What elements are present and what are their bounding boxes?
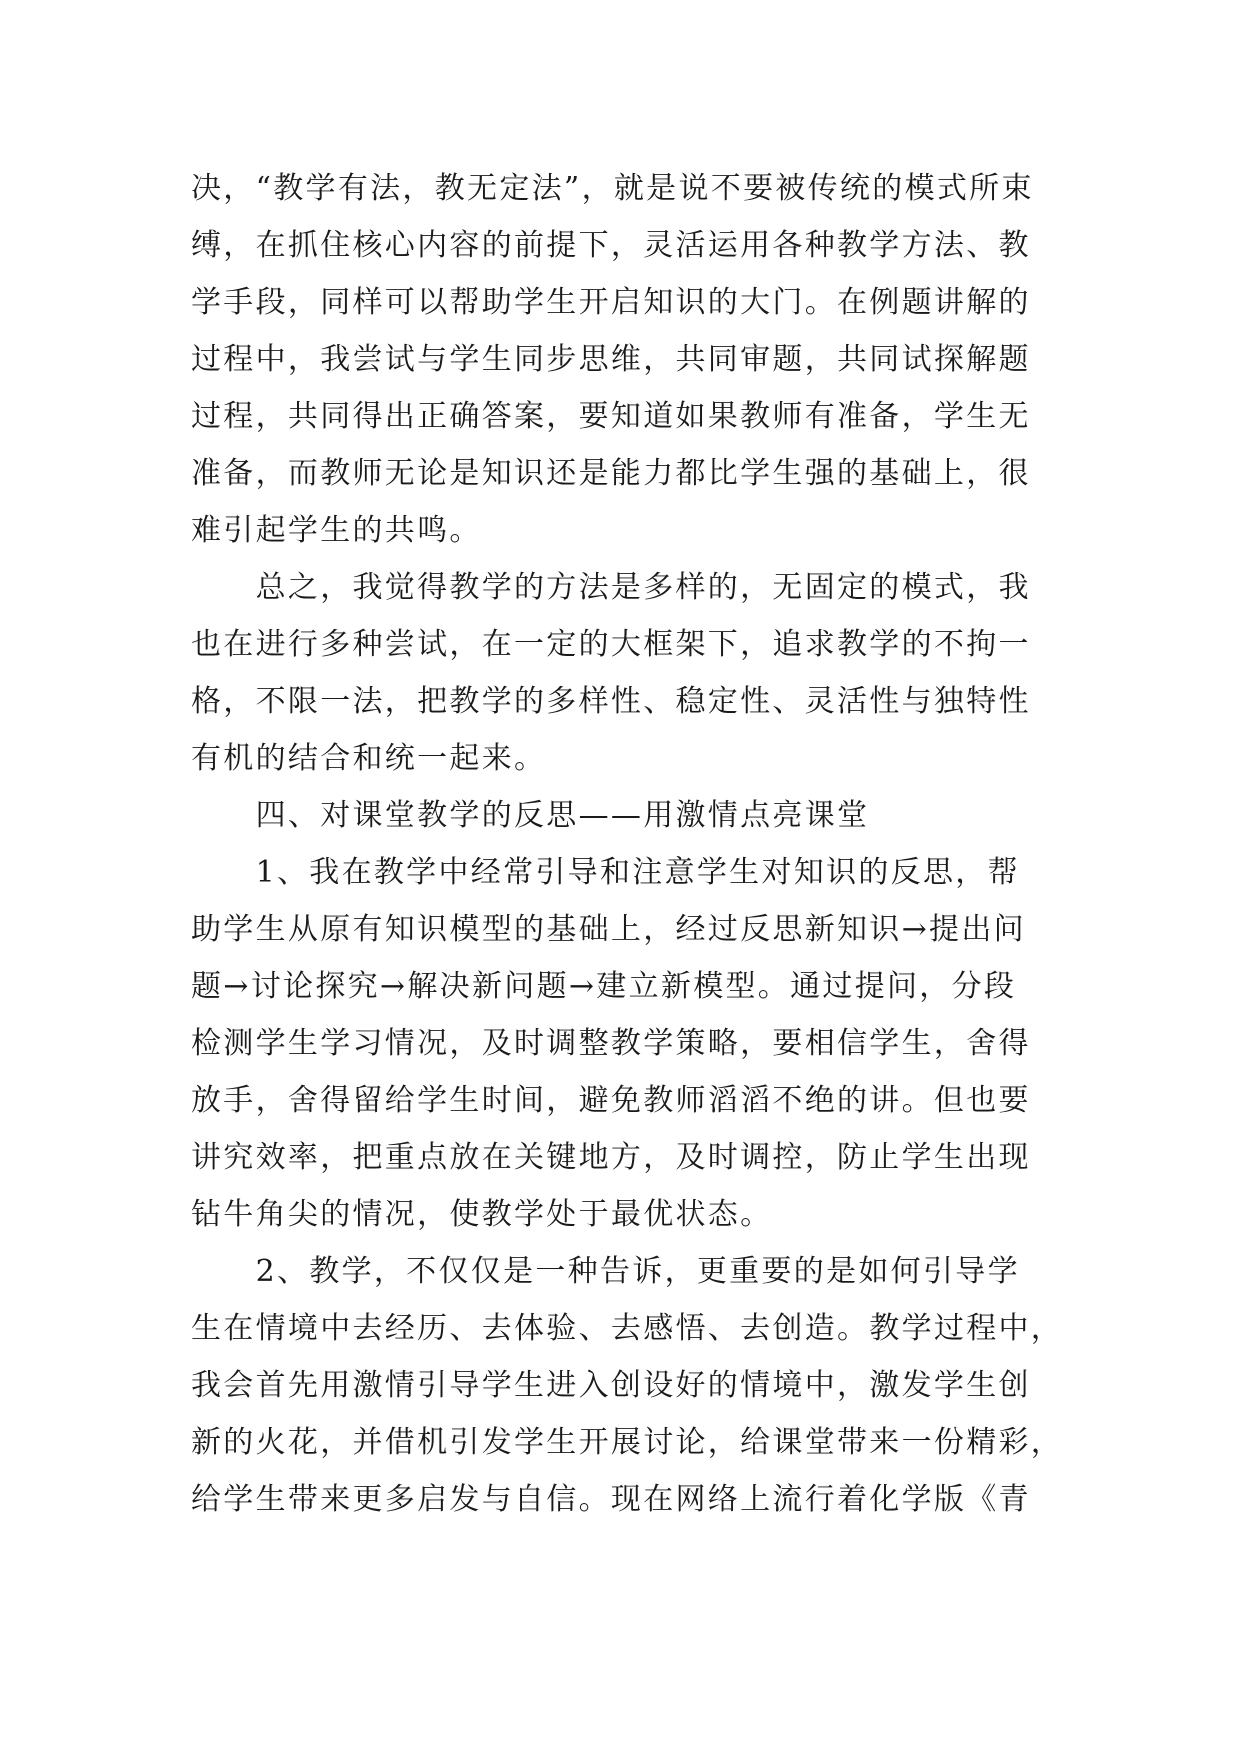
text-line: 生在情境中去经历、去体验、去感悟、去创造。教学过程中，	[191, 1311, 1064, 1346]
text-line: 准备，而教师无论是知识还是能力都比学生强的基础上，很	[191, 456, 1031, 491]
text-line: 有机的结合和统一起来。	[191, 741, 547, 776]
paragraph-item-1-line: 1、我在教学中经常引导和注意学生对知识的反思，帮	[191, 855, 1020, 890]
text-line: 检测学生学习情况，及时调整教学策略，要相信学生，舍得	[191, 1026, 1031, 1061]
paragraph-item-2-line: 2、教学，不仅仅是一种告诉，更重要的是如何引导学	[191, 1254, 1020, 1289]
text-line: 我会首先用激情引导学生进入创设好的情境中，激发学生创	[191, 1368, 1031, 1403]
text-line: 新的火花，并借机引发学生开展讨论，给课堂带来一份精彩，	[191, 1425, 1064, 1460]
text-line: 缚，在抓住核心内容的前提下，灵活运用各种教学方法、教	[191, 228, 1031, 263]
text-line: 放手，舍得留给学生时间，避免教师滔滔不绝的讲。但也要	[191, 1083, 1031, 1118]
paragraph-summary-line: 总之，我觉得教学的方法是多样的，无固定的模式，我	[191, 570, 1031, 605]
text-line: 学手段，同样可以帮助学生开启知识的大门。在例题讲解的	[191, 285, 1031, 320]
section-heading: 四、对课堂教学的反思——用激情点亮课堂	[191, 798, 870, 833]
text-line: 也在进行多种尝试，在一定的大框架下，追求教学的不拘一	[191, 627, 1031, 662]
text-line: 难引起学生的共鸣。	[191, 513, 482, 548]
text-line: 决，“教学有法，教无定法”，就是说不要被传统的模式所束	[191, 171, 1034, 206]
text-line: 钻牛角尖的情况，使教学处于最优状态。	[191, 1197, 773, 1232]
text-line: 格，不限一法，把教学的多样性、稳定性、灵活性与独特性	[191, 684, 1031, 719]
text-line: 给学生带来更多启发与自信。现在网络上流行着化学版《青	[191, 1482, 1031, 1517]
text-line: 题→讨论探究→解决新问题→建立新模型。通过提问，分段	[191, 969, 1017, 1004]
text-line: 讲究效率，把重点放在关键地方，及时调控，防止学生出现	[191, 1140, 1031, 1175]
text-line: 过程，共同得出正确答案，要知道如果教师有准备，学生无	[191, 399, 1031, 434]
text-line: 过程中，我尝试与学生同步思维，共同审题，共同试探解题	[191, 342, 1031, 377]
text-line: 助学生从原有知识模型的基础上，经过反思新知识→提出问	[191, 912, 1026, 947]
document-body	[191, 160, 1064, 1528]
